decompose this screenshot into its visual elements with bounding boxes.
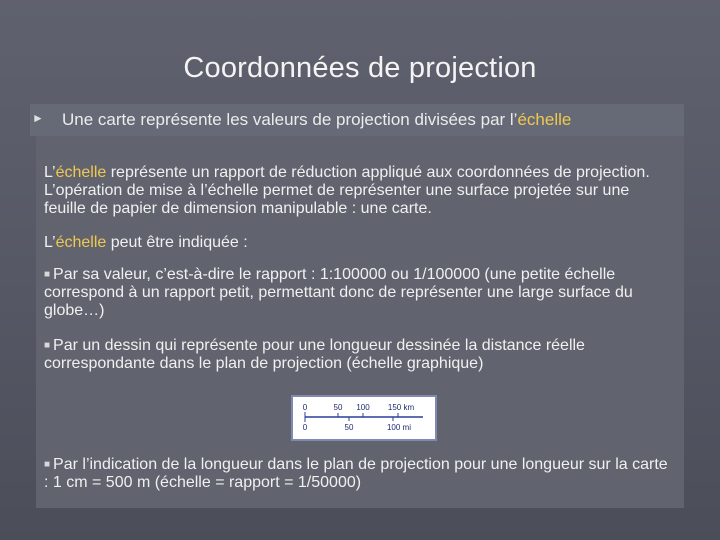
paragraph-definition: L’échelle représente un rapport de réduction appliqué aux coordonnées de projection. L’opération de mise à l’échelle permet de représenter une surface projetée sur une feuille de papier de dimension manipulable : une carte. (44, 164, 650, 217)
scale-label-top-50: 50 (333, 403, 343, 412)
scale-bar-graphic (293, 397, 435, 439)
accent-word: échelle (517, 110, 572, 129)
square-bullet-icon: ■ (44, 459, 51, 470)
slide-title: Coordonnées de projection (183, 52, 537, 84)
main-bullet-text: Une carte représente les valeurs de projection divisées par l’échelle (62, 110, 572, 129)
scale-label-bottom-0: 0 (302, 423, 308, 432)
scale-label-top-150km: 150 km (387, 403, 415, 412)
scale-bar-image (291, 395, 437, 441)
accent-word: échelle (55, 234, 107, 251)
list-item-indication: ■ Par l’indication de la longueur dans le plan de projection pour une longueur sur la carte : 1 cm = 500 m (échelle = rapport = 1/50000) (44, 456, 668, 491)
scale-label-bottom-100mi: 100 mi (386, 423, 412, 432)
list-item-drawing: ■ Par un dessin qui représente pour une longueur dessinée la distance réelle correspondante dans le plan de projection (échelle graphique) (44, 337, 585, 372)
paragraph-intro: L’échelle peut être indiquée : (44, 234, 248, 251)
scale-label-bottom-50: 50 (344, 423, 354, 432)
scale-label-top-100: 100 (356, 403, 370, 412)
list-item-value: ■ Par sa valeur, c’est-à-dire le rapport : 1:100000 ou 1/100000 (une petite échelle correspond à un rapport petit, permettant donc de représenter une large surface du globe…) (44, 266, 633, 319)
accent-word: échelle (55, 164, 107, 181)
triangle-bullet-icon: ► (32, 111, 44, 125)
scale-label-top-0: 0 (302, 403, 308, 412)
square-bullet-icon: ■ (44, 340, 51, 351)
main-bullet (30, 104, 684, 136)
square-bullet-icon: ■ (44, 269, 51, 280)
